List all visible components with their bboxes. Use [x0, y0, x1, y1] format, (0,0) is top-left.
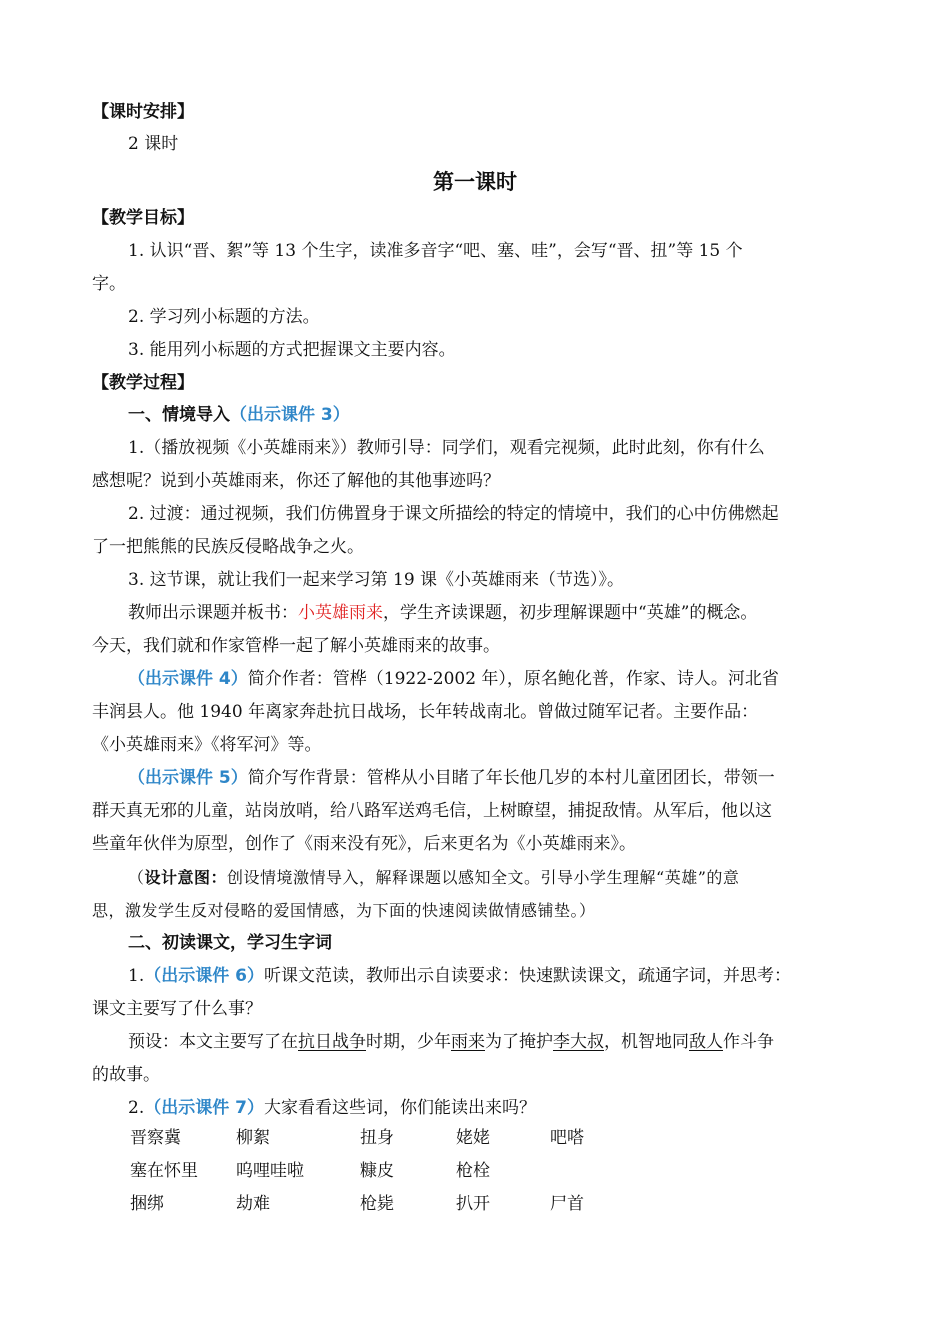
word-item: 晋察冀 — [130, 1128, 181, 1148]
s1-p4-cont: 今天，我们就和作家管桦一起了解小英雄雨来的故事。 — [92, 636, 500, 656]
underlined-term: 李大叔 — [553, 1032, 604, 1052]
s1-p1-cont: 感想呢？说到小英雄雨来，你还了解他的其他事迹吗？ — [92, 471, 500, 491]
s2-p2-e: 作斗争 — [723, 1032, 774, 1052]
s1-p5-cont: 丰润县人。他 1940 年离家奔赴抗日战场，长年转战南北。曾做过随军记者。主要作品： — [92, 702, 759, 722]
s2-p3-num: 2. — [128, 1098, 145, 1118]
s1-p6-cont2: 些童年伙伴为原型，创作了《雨来没有死》，后来更名为《小英雄雨来》。 — [92, 834, 636, 854]
word-item: 捆绑 — [130, 1194, 164, 1214]
word-item: 糠皮 — [360, 1161, 394, 1181]
s2-p2-d: ，机智地同 — [604, 1032, 689, 1052]
schedule-heading: 【课时安排】 — [92, 102, 194, 122]
s1-p3: 3. 这节课，就让我们一起来学习第 19 课《小英雄雨来（节选）》。 — [128, 570, 625, 590]
board-title: 小英雄雨来 — [298, 603, 383, 623]
note-open-paren: （ — [128, 868, 145, 887]
process-heading: 【教学过程】 — [92, 373, 194, 393]
word-item: 扒开 — [456, 1194, 490, 1214]
word-item: 塞在怀里 — [130, 1161, 198, 1181]
word-item: 呜哩哇啦 — [236, 1161, 304, 1181]
courseware-tag: （出示课件 6） — [144, 966, 264, 986]
objectives-heading: 【教学目标】 — [92, 208, 194, 228]
lesson-title: 第一课时 — [433, 170, 517, 194]
s1-p4-post: ，学生齐读课题，初步理解课题中“英雄”的概念。 — [383, 603, 758, 623]
word-item: 扭身 — [360, 1128, 394, 1148]
courseware-tag: （出示课件 5） — [128, 768, 248, 788]
design-note-label: 设计意图： — [144, 868, 228, 887]
underlined-term: 雨来 — [451, 1032, 485, 1052]
s1-p6-text: 简介写作背景：管桦从小目睹了年长他几岁的本村儿童团团长，带领一 — [247, 768, 775, 788]
s2-p2-c: 为了掩护 — [485, 1032, 553, 1052]
s1-p2-cont: 了一把熊熊的民族反侵略战争之火。 — [92, 537, 364, 557]
objective-1: 1. 认识“晋、絮”等 13 个生字，读准多音字“吧、塞、哇”，会写“晋、扭”等 15 个 — [128, 241, 743, 261]
s2-p2-a: 预设：本文主要写了在 — [128, 1032, 298, 1052]
objective-2: 2. 学习列小标题的方法。 — [128, 307, 320, 327]
section2-title: 二、初读课文，学习生字词 — [128, 933, 332, 953]
design-note-text: 创设情境激情导入，解释课题以感知全文。引导小学生理解“英雄”的意 — [227, 868, 740, 887]
design-note — [128, 861, 858, 894]
s1-p4 — [128, 597, 858, 630]
s2-p1-text: 听课文范读，教师出示自读要求：快速默读课文，疏通字词，并思考： — [263, 966, 791, 986]
word-item: 吧嗒 — [550, 1128, 584, 1148]
s2-p2-b: 时期，少年 — [366, 1032, 451, 1052]
design-note-cont: 思，激发学生反对侵略的爱国情感，为下面的快速阅读做情感铺垫。） — [92, 901, 596, 920]
s1-p5-cont2: 《小英雄雨来》《将军河》等。 — [92, 735, 322, 755]
s1-p6-cont: 群天真无邪的儿童，站岗放哨，给八路军送鸡毛信，上树瞭望，捕捉敌情。从军后，他以这 — [92, 801, 772, 821]
word-item: 柳絮 — [236, 1128, 270, 1148]
s1-p6 — [128, 762, 858, 795]
s1-p5-text: 简介作者：管桦（1922-2002 年），原名鲍化普，作家、诗人。河北省 — [247, 669, 779, 689]
courseware-tag: （出示课件 4） — [128, 669, 248, 689]
section1-title-text: 一、情境导入 — [128, 405, 230, 425]
objective-3: 3. 能用列小标题的方式把握课文主要内容。 — [128, 340, 456, 360]
word-item: 枪毙 — [360, 1194, 394, 1214]
word-item: 姥姥 — [456, 1128, 490, 1148]
section1-title — [128, 399, 858, 432]
s2-p1-cont: 课文主要写了什么事？ — [92, 999, 262, 1019]
s1-p4-pre: 教师出示课题并板书： — [128, 603, 298, 623]
word-item: 劫难 — [236, 1194, 270, 1214]
s2-p2 — [128, 1026, 858, 1059]
underlined-term: 抗日战争 — [298, 1032, 366, 1052]
courseware-tag: （出示课件 7） — [144, 1098, 264, 1118]
s2-p3 — [128, 1092, 858, 1125]
s2-p1 — [128, 960, 858, 993]
courseware-tag: （出示课件 3） — [230, 405, 350, 425]
word-item: 尸首 — [550, 1194, 584, 1214]
word-item: 枪栓 — [456, 1161, 490, 1181]
s1-p5 — [128, 663, 858, 696]
s1-p2: 2. 过渡：通过视频，我们仿佛置身于课文所描绘的特定的情境中，我们的心中仿佛燃起 — [128, 504, 779, 524]
s2-p2-cont: 的故事。 — [92, 1065, 160, 1085]
objective-1-cont: 字。 — [92, 274, 126, 294]
s2-p1-num: 1. — [128, 966, 145, 986]
s1-p1: 1.（播放视频《小英雄雨来》）教师引导：同学们，观看完视频，此时此刻，你有什么 — [128, 438, 765, 458]
s2-p3-text: 大家看看这些词，你们能读出来吗？ — [263, 1098, 536, 1118]
underlined-term: 敌人 — [689, 1032, 723, 1052]
schedule-value: 2 课时 — [128, 134, 179, 154]
